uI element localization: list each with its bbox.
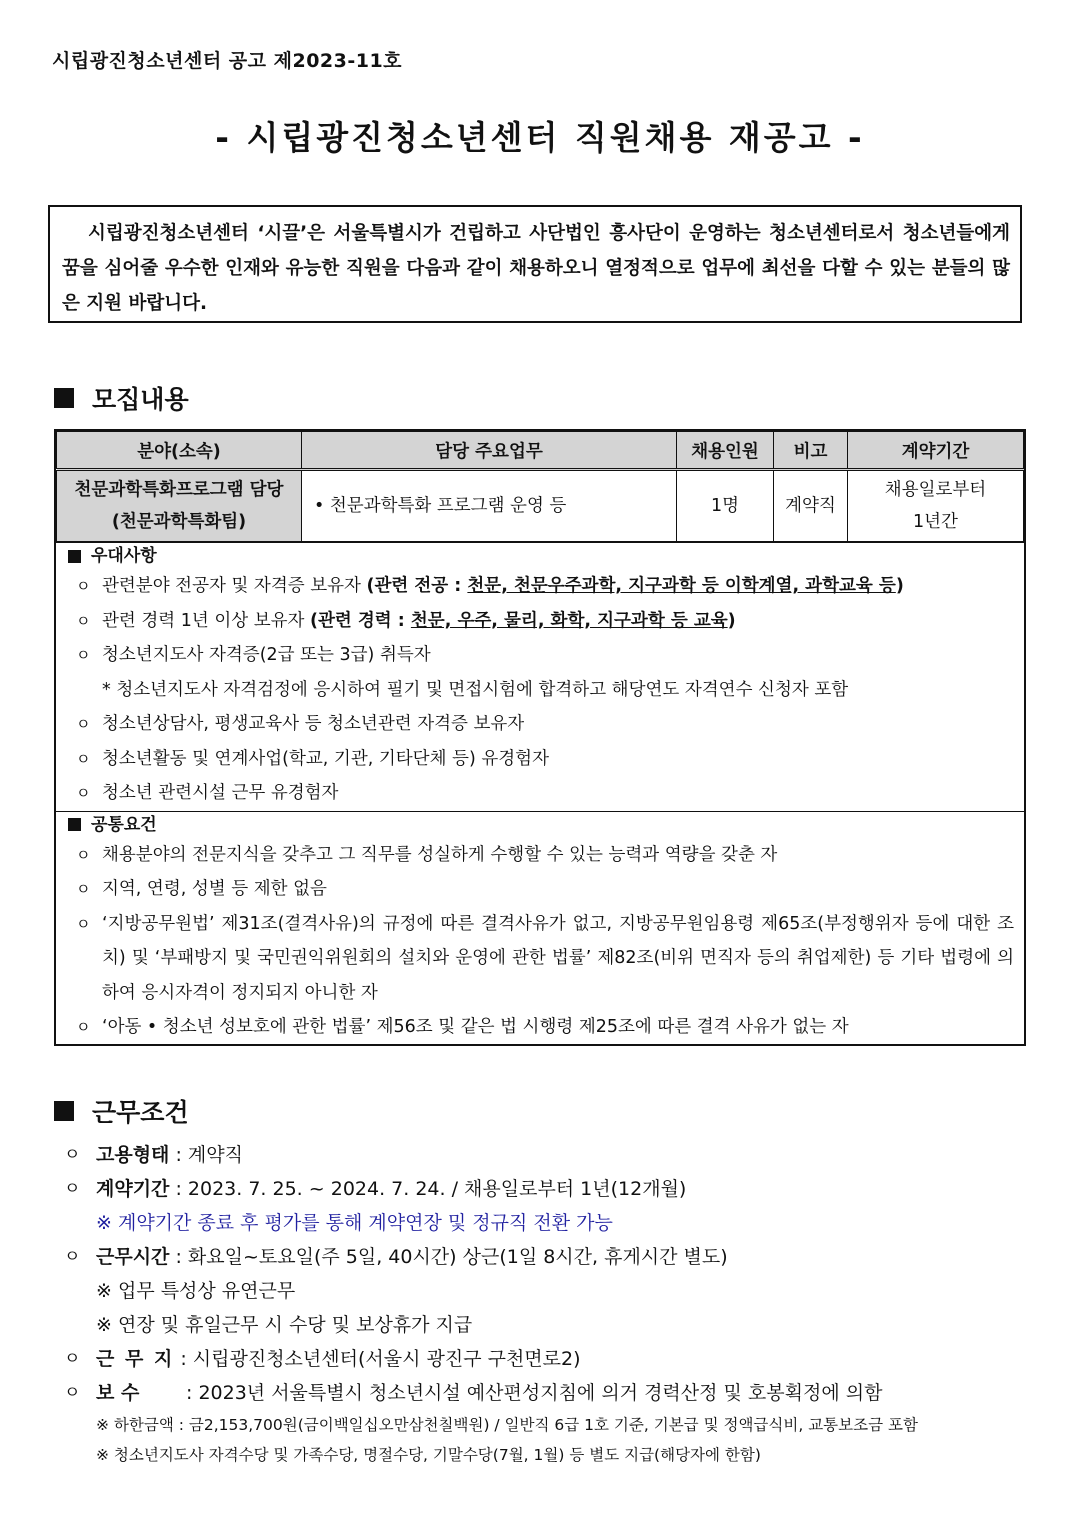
common-title: [56, 812, 1024, 838]
circle-bullet-icon: ㅇ: [76, 784, 91, 802]
field-line1: 천문과학특화프로그램 담당: [74, 480, 284, 500]
list-item: [56, 776, 1024, 811]
item-underlined: 천문, 우주, 물리, 화학, 지구과학 등 교육: [410, 610, 728, 631]
period-cell: [848, 470, 1024, 542]
item-text: 청소년 관련시설 근무 유경험자: [102, 783, 339, 803]
hours-note2: ※ 연장 및 휴일근무 시 수당 및 보상휴가 지급: [96, 1314, 473, 1336]
square-bullet-icon: [54, 388, 74, 408]
place-value: : 시립광진청소년센터(서울시 광진구 구천면로2): [180, 1348, 581, 1370]
circle-bullet-icon: ㅇ: [64, 1383, 81, 1403]
preference-title-label: 우대사항: [91, 546, 157, 566]
item-text: ‘지방공무원법’ 제31조(결격사유)의 규정에 따른 결격사유가 없고, 지방공무원임용령 제65조(부정행위자 등에 대한 조치) 및 ‘부패방지 및 국민권익위원회의 설치와 운영에 관한 법률’ 제82조(비위 면직자 등의 취업제한) 등 기타 법령에 의하여 응시자격이 정지되지 아니한 자: [102, 913, 1014, 1003]
employment-value: : 계약직: [175, 1144, 243, 1166]
place-label: 근 무 지: [96, 1348, 175, 1370]
header-field: 분야(소속): [57, 432, 302, 470]
contract-row: [62, 1172, 1032, 1206]
preference-note: * 청소년지도사 자격검정에 응시하여 필기 및 면접시험에 합격하고 해당연도 자격연수 신청자 포함: [102, 679, 849, 700]
pay-value: : 2023년 서울특별시 청소년시설 예산편성지침에 의거 경력산정 및 호봉획정에 의함: [186, 1382, 883, 1404]
work-conditions: [62, 1138, 1032, 1470]
list-item: [56, 707, 1024, 742]
table-header-row: [57, 432, 1024, 470]
recruit-box: [54, 429, 1026, 1046]
item-text: 청소년활동 및 연계사업(학교, 기관, 기타단체 등) 유경험자: [102, 748, 549, 769]
item-underlined: 천문, 천문우주과학, 지구과학 등 이학계열, 과학교육 등: [467, 576, 896, 596]
square-bullet-icon: [68, 550, 81, 563]
hours-label: 근무시간: [96, 1246, 170, 1268]
list-item: [56, 604, 1024, 639]
item-text: 지역, 연령, 성별 등 제한 없음: [102, 879, 327, 899]
recruit-heading: [54, 380, 189, 416]
work-heading: [54, 1093, 189, 1129]
period-line2: 1년간: [913, 512, 958, 532]
contract-note: ※ 계약기간 종료 후 평가를 통해 계약연장 및 정규직 전환 가능: [96, 1212, 613, 1234]
notice-number: 시립광진청소년센터 공고 제2023-11호: [52, 50, 403, 72]
circle-bullet-icon: ㅇ: [76, 845, 91, 864]
pay-row: [62, 1376, 1032, 1410]
item-text: 관련분야 전공자 및 자격증 보유자: [102, 576, 367, 596]
list-item: [56, 1010, 1024, 1045]
recruit-heading-label: 모집내용: [92, 385, 189, 414]
item-text: 청소년상담사, 평생교육사 등 청소년관련 자격증 보유자: [102, 714, 525, 734]
field-cell: [57, 470, 302, 542]
header-period: 계약기간: [848, 432, 1024, 470]
list-item: [56, 872, 1024, 907]
circle-bullet-icon: ㅇ: [76, 880, 91, 898]
item-text: 관련 경력 1년 이상 보유자: [102, 610, 310, 631]
common-title-label: 공통요건: [91, 814, 157, 835]
pay-note2: ※ 청소년지도사 자격수당 및 가족수당, 명절수당, 기말수당(7월, 1월) 등 별도 지급(해당자에 한함): [96, 1446, 761, 1464]
hours-value: : 화요일~토요일(주 5일, 40시간) 상근(1일 8시간, 휴게시간 별도): [175, 1246, 728, 1268]
list-item: [56, 907, 1024, 1011]
page-title: - 시립광진청소년센터 직원채용 재공고 -: [215, 118, 865, 157]
remark-cell: 계약직: [774, 470, 848, 542]
item-text: 청소년지도사 자격증(2급 또는 3급) 취득자: [102, 645, 431, 665]
circle-bullet-icon: ㅇ: [76, 646, 91, 664]
item-text: 채용분야의 전문지식을 갖추고 그 직무를 성실하게 수행할 수 있는 능력과 역량을 갖춘 자: [102, 844, 778, 865]
circle-bullet-icon: ㅇ: [76, 1018, 91, 1036]
recruit-table: [56, 431, 1024, 542]
header-count: 채용인원: [677, 432, 774, 470]
table-row: [57, 470, 1024, 542]
circle-bullet-icon: ㅇ: [64, 1349, 81, 1369]
employment-label: 고용형태: [96, 1144, 170, 1166]
item-bold: (관련 전공 :: [366, 576, 468, 596]
list-item: [56, 638, 1024, 673]
circle-bullet-icon: ㅇ: [64, 1145, 81, 1165]
employment-row: [62, 1138, 1032, 1172]
work-heading-label: 근무조건: [92, 1098, 189, 1127]
place-row: [62, 1342, 1032, 1376]
header-duty: 담당 주요업무: [302, 432, 677, 470]
common-section: [56, 811, 1024, 1045]
square-bullet-icon: [68, 818, 81, 831]
circle-bullet-icon: ㅇ: [76, 611, 91, 630]
field-line2: (천문과학특화팀): [111, 512, 247, 532]
hours-row: [62, 1240, 1032, 1274]
list-item: [56, 742, 1024, 777]
list-item: [56, 838, 1024, 873]
circle-bullet-icon: ㅇ: [64, 1179, 81, 1199]
circle-bullet-icon: ㅇ: [76, 749, 91, 768]
duty-cell: • 천문과학특화 프로그램 운영 등: [302, 470, 677, 542]
preference-title: [56, 543, 1024, 569]
item-text: ‘아동 • 청소년 성보호에 관한 법률’ 제56조 및 같은 법 시행령 제25조에 따른 결격 사유가 없는 자: [102, 1017, 849, 1037]
square-bullet-icon: [54, 1101, 74, 1121]
preference-section: [56, 542, 1024, 811]
circle-bullet-icon: ㅇ: [76, 715, 91, 733]
item-bold: (관련 경력 :: [310, 610, 411, 631]
circle-bullet-icon: ㅇ: [76, 914, 91, 933]
contract-value: : 2023. 7. 25. ~ 2024. 7. 24. / 채용일로부터 1년(12개월): [175, 1178, 687, 1200]
period-line1: 채용일로부터: [884, 480, 987, 500]
pay-note1: ※ 하한금액 : 금2,153,700원(금이백일십오만삼천칠백원) / 일반직 6급 1호 기준, 기본급 및 정액급식비, 교통보조금 포함: [96, 1416, 918, 1434]
list-item: [56, 569, 1024, 604]
header-remark: 비고: [774, 432, 848, 470]
count-cell: 1명: [677, 470, 774, 542]
circle-bullet-icon: ㅇ: [76, 577, 91, 595]
pay-label: 보 수: [96, 1382, 140, 1404]
item-bold-suffix: ): [727, 610, 736, 631]
circle-bullet-icon: ㅇ: [64, 1247, 81, 1267]
item-bold-suffix: ): [895, 576, 904, 596]
intro-box: [48, 205, 1022, 323]
intro-text: 시립광진청소년센터 ‘시끌’은 서울특별시가 건립하고 사단법인 흥사단이 운영하는 청소년센터로서 청소년들에게 꿈을 심어줄 우수한 인재와 유능한 직원을 다음과 같이 채용하오니 열정적으로 업무에 최선을 다할 수 있는 분들의 많은 지원 바랍니다.: [62, 223, 1010, 314]
hours-note1: ※ 업무 특성상 유연근무: [96, 1280, 296, 1302]
contract-label: 계약기간: [96, 1178, 170, 1200]
